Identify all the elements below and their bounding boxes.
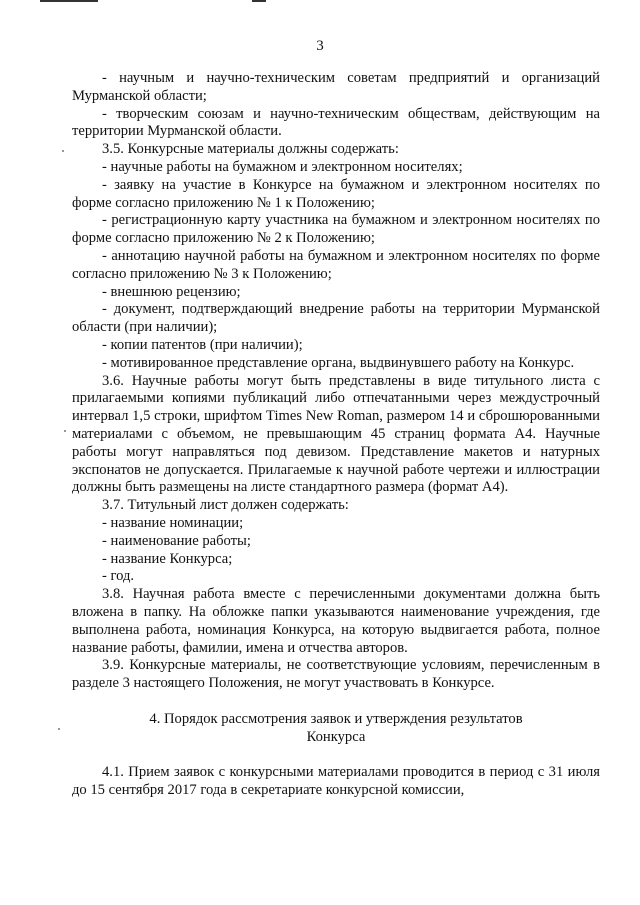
paragraph: - название Конкурса; [102, 550, 233, 567]
paragraph: - заявку на участие в Конкурсе на бумажном и электронном носителях по форме согласно приложению № 1 к Положению; [72, 176, 600, 211]
paragraph: - наименование работы; [102, 532, 251, 549]
document-body [72, 70, 600, 800]
paragraph: - документ, подтверждающий внедрение работы на территории Мурманской области (при наличии); [72, 301, 600, 336]
paragraph: - название номинации; [102, 514, 244, 531]
page-number: 3 [316, 38, 324, 54]
scan-speck [58, 728, 60, 730]
paragraph: - регистрационную карту участника на бумажном и электронном носителях по форме согласно приложению № 2 к Положению; [72, 212, 600, 247]
paragraphs-before-heading [72, 70, 600, 693]
paragraph: 4.1. Прием заявок с конкурсными материалами проводится в период с 31 июля до 15 сентября 2017 года в секретариате конкурсной комиссии, [72, 764, 600, 799]
scan-speck [64, 430, 66, 432]
paragraph: - научные работы на бумажном и электронном носителях; [102, 158, 463, 175]
section-heading [72, 711, 600, 747]
paragraph: - мотивированное представление органа, выдвинувшего работу на Конкурс. [102, 354, 575, 371]
paragraph: 3.5. Конкурсные материалы должны содержать: [102, 141, 399, 158]
paragraph: 3.8. Научная работа вместе с перечисленными документами должна быть вложена в папку. На обложке папки указываются наименование учреждения, где выполнена работа, номинация Конкурса, на которую выдвигается работа, полное название работы, фамилии, имена и отчества авторов. [72, 586, 600, 656]
paragraph: 3.6. Научные работы могут быть представлены в виде титульного листа с прилагаемыми копиями публикаций либо отпечатанными через междустрочный интервал 1,5 строки, шрифтом Times New Roman, размером 14 и сброшюрованными материалами с объемом, не превышающим 45 страниц формата А4. Научные работы могут направляться под девизом. Представление макетов и натурных экспонатов не допускается. Прилагаемые к научной работе чертежи и иллюстрации должны быть размещены на листе стандартного размера (формат А4). [72, 372, 600, 496]
spacer [72, 746, 600, 764]
top-rule-left [40, 0, 98, 2]
paragraph: - копии патентов (при наличии); [102, 336, 303, 353]
section-heading-line1: 4. Порядок рассмотрения заявок и утверждения результатов [149, 710, 523, 727]
paragraph: 3.7. Титульный лист должен содержать: [102, 497, 349, 514]
scan-speck [62, 150, 64, 152]
paragraph: - творческим союзам и научно-техническим обществам, действующим на территории Мурманской области. [72, 105, 600, 140]
section-heading-line2: Конкурса [306, 728, 366, 745]
spacer [72, 693, 600, 711]
paragraph: - аннотацию научной работы на бумажном и электронном носителях по форме согласно приложению № 3 к Положению; [72, 247, 600, 282]
paragraph: 3.9. Конкурсные материалы, не соответствующие условиям, перечисленным в разделе 3 настоящего Положения, не могут участвовать в Конкурсе. [72, 657, 600, 692]
paragraph: - научным и научно-техническим советам предприятий и организаций Мурманской области; [72, 70, 600, 104]
paragraphs-after-heading [72, 764, 600, 800]
top-rule-right [252, 0, 266, 2]
paragraph: - год. [102, 568, 135, 585]
paragraph: - внешнюю рецензию; [102, 283, 241, 300]
